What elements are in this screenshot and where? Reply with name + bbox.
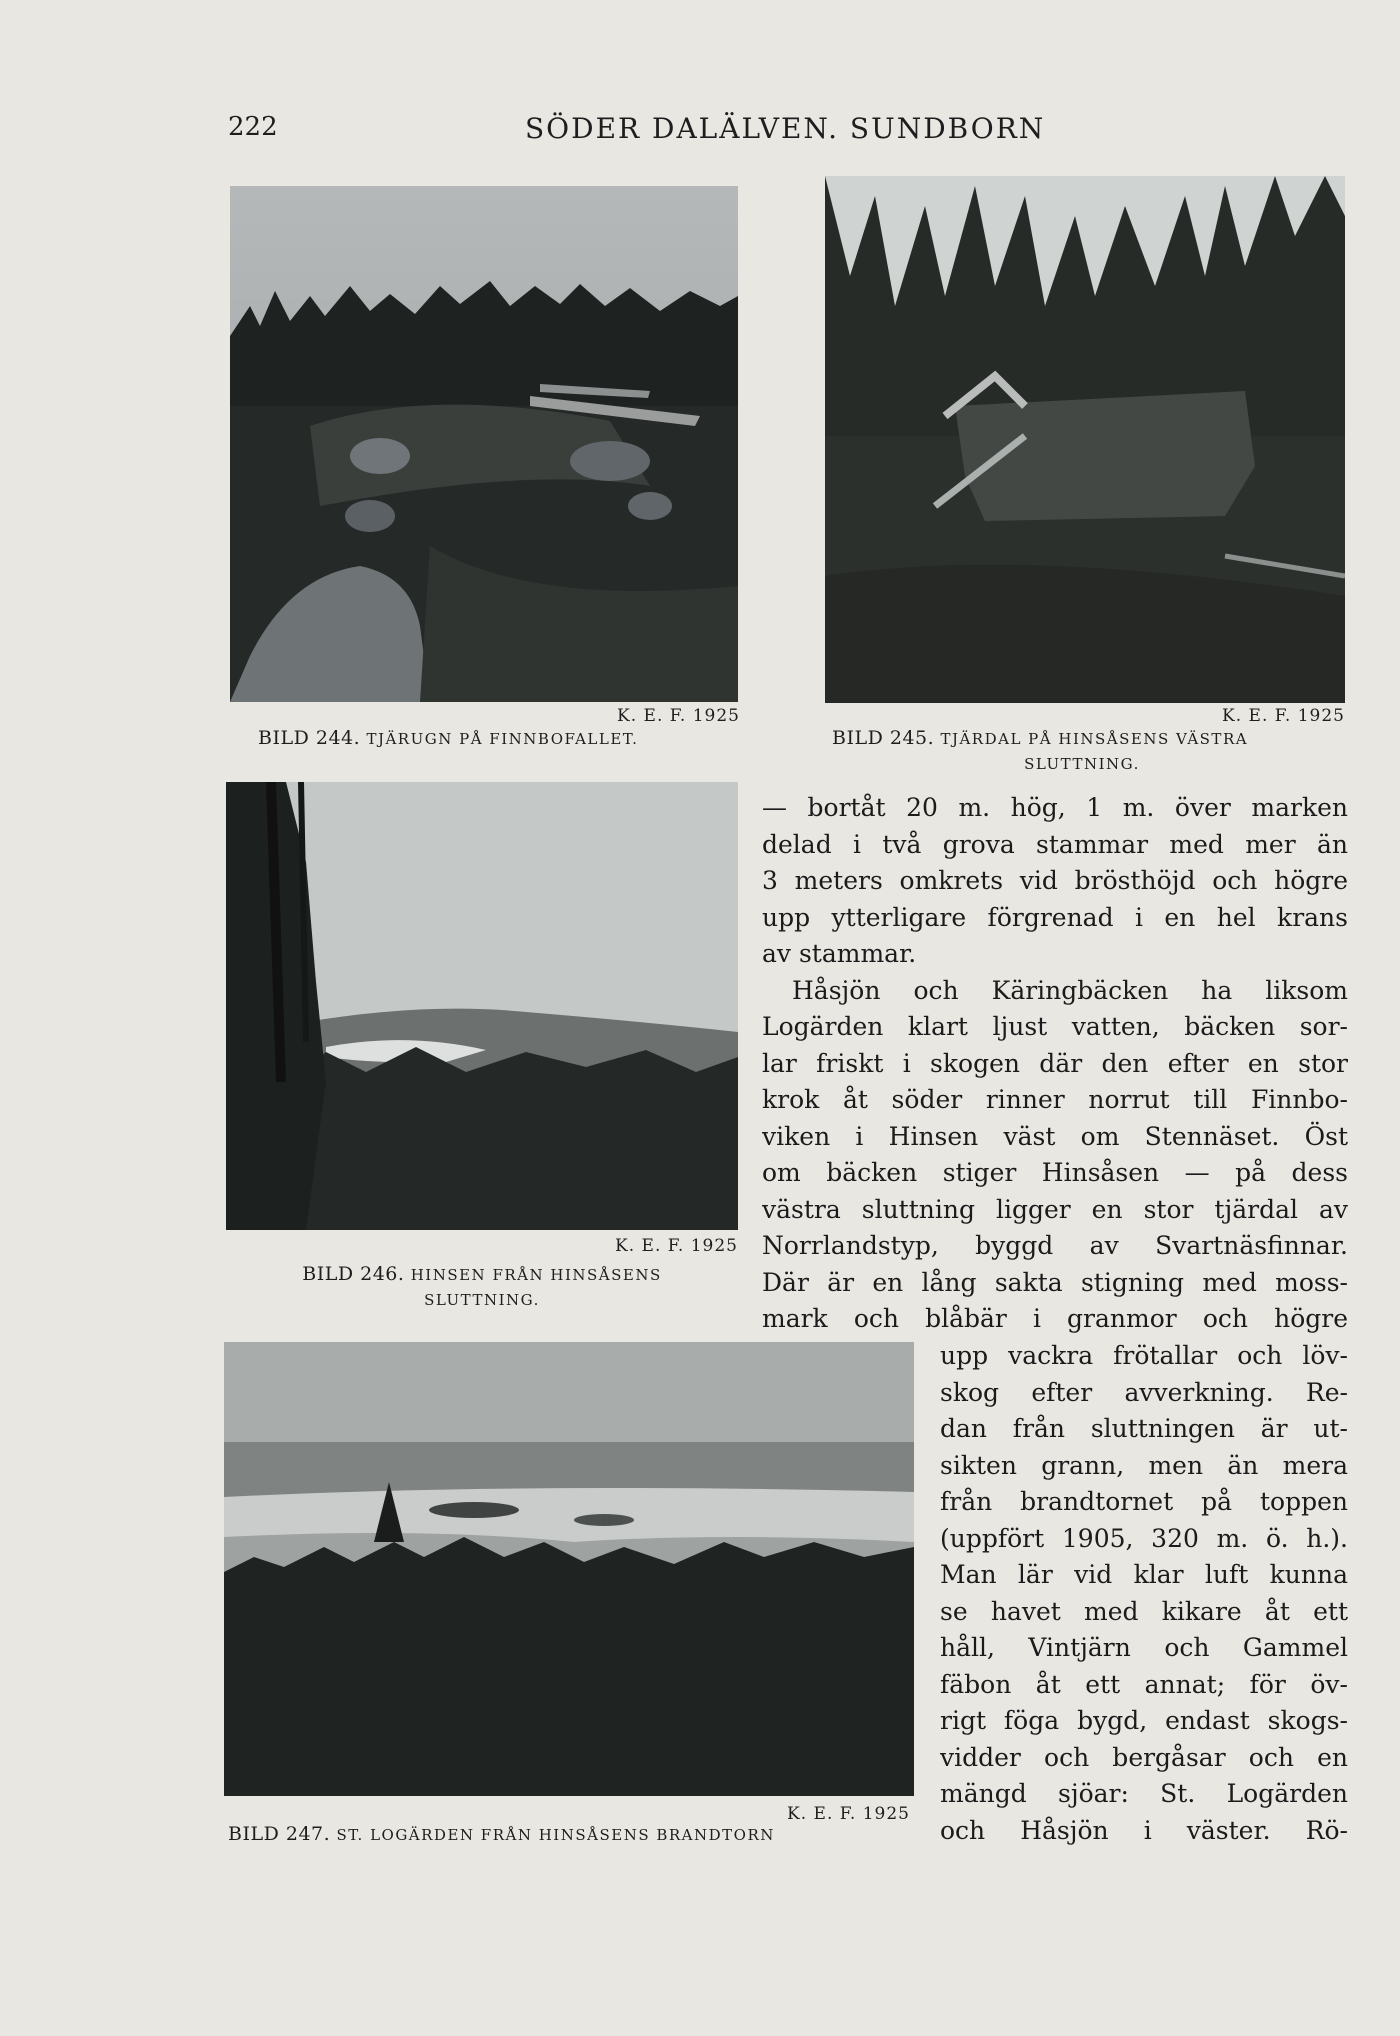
text-line: Logärden klart ljust vatten, bäcken sor- [762, 1012, 1348, 1041]
figure-number: BILD 244. [258, 727, 361, 749]
figure-caption-text: ST. LOGÄRDEN FRÅN HINSÅSENS BRANDTORN [336, 1826, 775, 1844]
body-text-narrow [940, 1338, 1348, 1849]
text-line: dan från sluttningen är ut- [940, 1414, 1348, 1443]
figure-caption [832, 726, 1352, 777]
figure-caption [258, 726, 738, 752]
photo-credit: K. E. F. 1925 [1222, 706, 1345, 726]
body-text-wide [762, 790, 1348, 1338]
photo-hinsen [226, 782, 738, 1230]
text-line: Där är en lång sakta stigning med moss- [762, 1267, 1348, 1297]
text-line: fäbon åt ett annat; för öv- [940, 1669, 1348, 1699]
text-line: från brandtornet på toppen [940, 1487, 1348, 1516]
figure-number: BILD 247. [228, 1823, 331, 1845]
text-line: om bäcken stiger Hinsåsen — på dess [762, 1158, 1348, 1187]
text-line: västra sluttning ligger en stor tjärdal av [762, 1194, 1348, 1224]
text-line: skog efter avverkning. Re- [940, 1377, 1348, 1407]
figure-caption-text: TJÄRUGN PÅ FINNBOFALLET. [366, 730, 639, 748]
page-number: 222 [228, 112, 278, 142]
figure-caption-text: HINSEN FRÅN HINSÅSENS [410, 1266, 662, 1284]
photo-logarden [224, 1342, 914, 1796]
text-line: viken i Hinsen väst om Stennäset. Öst [762, 1121, 1348, 1151]
text-line: håll, Vintjärn och Gammel [940, 1633, 1348, 1662]
text-line: av stammar. [762, 939, 917, 968]
text-line: se havet med kikare åt ett [940, 1596, 1348, 1626]
text-line: (uppfört 1905, 320 m. ö. h.). [940, 1523, 1348, 1553]
text-line: rigt föga bygd, endast skogs- [940, 1706, 1348, 1735]
photo-credit: K. E. F. 1925 [617, 706, 740, 726]
text-line: mängd sjöar: St. Logärden [940, 1779, 1348, 1808]
text-line: krok åt söder rinner norrut till Finnbo- [762, 1085, 1348, 1114]
text-line: delad i två grova stammar med mer än [762, 829, 1348, 859]
text-line: upp vackra frötallar och löv- [940, 1341, 1348, 1370]
figure-caption-text: TJÄRDAL PÅ HINSÅSENS VÄSTRA [940, 730, 1249, 748]
text-line: 3 meters omkrets vid brösthöjd och högre [762, 866, 1348, 895]
text-line: och Håsjön i väster. Rö- [940, 1815, 1348, 1845]
figure-number: BILD 246. [302, 1263, 405, 1285]
figure-caption [262, 1262, 702, 1313]
text-line: Håsjön och Käringbäcken ha liksom [792, 975, 1348, 1005]
figure-caption-cont: SLUTTNING. [1024, 755, 1140, 773]
figure-caption [228, 1822, 918, 1848]
figure-caption-cont: SLUTTNING. [424, 1291, 540, 1309]
photo-tjarugn [230, 186, 738, 702]
figure-number: BILD 245. [832, 727, 935, 749]
photo-credit: K. E. F. 1925 [615, 1236, 738, 1256]
photo-credit: K. E. F. 1925 [787, 1804, 910, 1824]
text-line: — bortåt 20 m. hög, 1 m. över marken [762, 793, 1348, 822]
photo-tjardal [825, 176, 1345, 703]
text-line: vidder och bergåsar och en [940, 1742, 1348, 1772]
text-line: upp ytterligare förgrenad i en hel krans [762, 902, 1348, 932]
text-line: lar friskt i skogen där den efter en stor [762, 1048, 1348, 1078]
running-head: SÖDER DALÄLVEN. SUNDBORN [525, 112, 1046, 145]
text-line: mark och blåbär i granmor och högre [762, 1304, 1348, 1333]
text-line: Man lär vid klar luft kunna [940, 1560, 1348, 1589]
text-line: sikten grann, men än mera [940, 1450, 1348, 1480]
text-line: Norrlandstyp, byggd av Svartnäsfinnar. [762, 1231, 1348, 1260]
